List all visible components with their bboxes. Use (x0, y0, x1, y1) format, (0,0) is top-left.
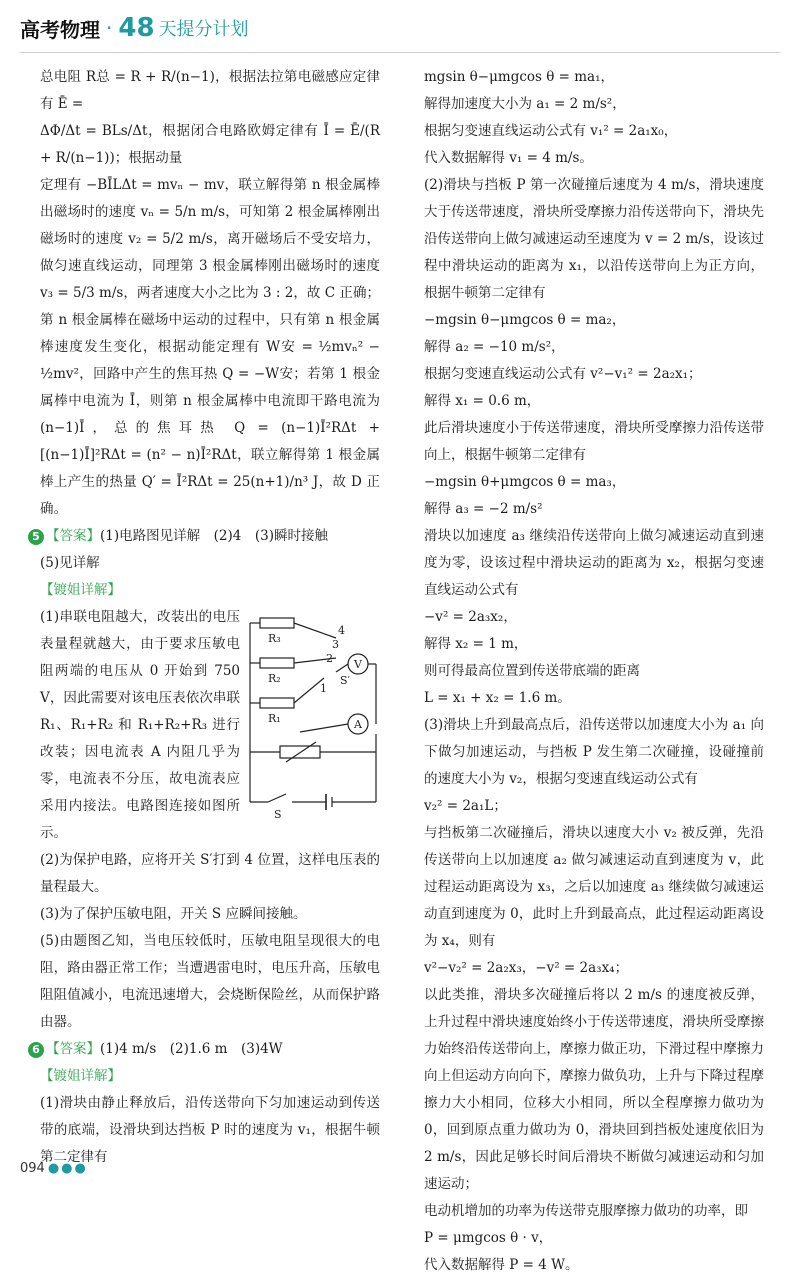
header-divider (20, 52, 780, 53)
q5-answer-label: 【答案】 (46, 528, 100, 544)
right-line-19: v₂² = 2a₁L； (424, 798, 507, 814)
right-line-21: v²−v₂² = 2a₂x₃，−v² = 2a₃x₄； (424, 960, 629, 976)
left-column (32, 64, 380, 1171)
page-header (20, 8, 249, 48)
terminal-3: 3 (332, 638, 339, 651)
header-number: 48 (118, 13, 155, 43)
resistor-r2-shape (260, 658, 294, 668)
right-line-7: 解得 a₂ = −10 m/s²， (424, 339, 565, 355)
right-line-18: (3)滑块上升到最高点后，沿传送带以加速度大小为 a₁ 向下做匀加速运动，与挡板 P 发生第二次碰撞，设碰撞前的速度大小为 v₂，根据匀变速直线运动公式有 (424, 717, 764, 787)
right-line-15: 解得 x₂ = 1 m， (424, 636, 528, 652)
right-line-8: 根据匀变速直线运动公式有 v²−v₁² = 2a₂x₁； (424, 366, 702, 382)
voltmeter-label: V (354, 658, 362, 671)
left-paragraph-2: ΔΦ/Δt = BLs/Δt，根据闭合电路欧姆定律有 Ī = Ē/(R + R/(n−1))；根据动量 (40, 123, 380, 166)
q5-detail-3: (3)为了保护压敏电阻，开关 S 应瞬间接触。 (40, 906, 307, 922)
right-line-12: 解得 a₃ = −2 m/s² (424, 501, 543, 517)
terminal-1: 1 (320, 682, 327, 695)
right-line-5: (2)滑块与挡板 P 第一次碰撞后速度为 4 m/s，滑块速度大于传送带速度，滑块所受摩擦力沿传送带向下，滑块先沿传送带向上做匀减速运动至速度为 v = 2 m/s，设该过程中滑块运动的距离为 x₁，以沿传送带向上为正方向，根据牛顿第二定律有 (424, 177, 764, 301)
q6-number-badge: 6 (28, 1042, 44, 1058)
terminal-2: 2 (326, 652, 333, 665)
resistor-r3-shape (260, 618, 294, 628)
q6-detail-label: 【镀姐详解】 (40, 1068, 121, 1084)
right-line-6: −mgsin θ−μmgcos θ = ma₂， (424, 312, 626, 328)
left-paragraph-1: 总电阻 R总 = R + R/(n−1)，根据法拉第电磁感应定律有 Ē = (40, 69, 380, 112)
right-line-20: 与挡板第二次碰撞后，滑块以速度大小 v₂ 被反弹，先沿传送带向上以加速度 a₂ 做匀减速运动直到速度为 v，此过程运动距离设为 x₃，之后以加速度 a₃ 继续做匀减速运动直到速度为 0，此时上升到最高点，此过程运动距离设为 x₄，则有 (424, 825, 764, 949)
q5-detail-5: (5)由题图乙知，当电压较低时，压敏电阻呈现很大的电阻，路由器正常工作；当遭遇雷电时，电压升高，压敏电阻阻值减小，电流迅速增大，会烧断保险丝，从而保护路由器。 (40, 933, 380, 1030)
q5-detail-1: (1)串联电阻越大，改装出的电压表量程就越大，由于要求压敏电阻两端的电压从 0 开始到 750 V，因此需要对该电压表依次串联 R₁、R₁+R₂ 和 R₁+R₂+R₃ 进行改装；因电流表 A 内阻几乎为零，电流表不分压，故电流表应采用内接法。电路图连接如图所示。 (40, 609, 240, 841)
switch-s: S (274, 808, 282, 821)
right-line-17: L = x₁ + x₂ = 1.6 m。 (424, 690, 571, 706)
footer-dots: ●●● (47, 1161, 88, 1176)
header-dot: · (106, 16, 113, 40)
header-subject: 高考物理 (20, 17, 100, 42)
q5-detail-2: (2)为保护电路，应将开关 S′打到 4 位置，这样电压表的量程最大。 (40, 852, 380, 895)
q5-number-badge: 5 (28, 529, 44, 545)
left-paragraph-3: 定理有 −BĪLΔt = mvₙ − mv，联立解得第 n 根金属棒出磁场时的速度 vₙ = 5/n m/s，可知第 2 根金属棒刚出磁场时的速度 v₂ = 5/2 m/s，离开磁场后不受安培力，做匀速直线运动，同理第 3 根金属棒刚出磁场时的速度 v₃ = 5/3 m/s，两者速度大小之比为 3 : 2，故 C 正确；第 n 根金属棒在磁场中运动的过程中，只有第 n 根金属棒速度发生变化，根据动能定理有 W安 = ½mvₙ² − ½mv²，回路中产生的焦耳热 Q = −W安；若第 1 根金属棒中电流为 Ī，则第 n 根金属棒中电流即干路电流为 (n−1)Ī，总的焦耳热 Q = (n−1)Ī²RΔt + [(n−1)Ī]²RΔt = (n² − n)Ī²RΔt，联立解得第 1 根金属棒上产生的热量 Q′ = Ī²RΔt = 25(n+1)/n³ J，故 D 正确。 (40, 177, 380, 517)
switch-s-prime: S′ (340, 674, 351, 687)
right-line-2: 解得加速度大小为 a₁ = 2 m/s²， (424, 96, 626, 112)
right-line-10: 此后滑块速度小于传送带速度，滑块所受摩擦力沿传送带向上，根据牛顿第二定律有 (424, 420, 764, 463)
right-line-9: 解得 x₁ = 0.6 m， (424, 393, 541, 409)
circuit-diagram (240, 612, 380, 822)
label-r1: R₁ (268, 712, 281, 725)
right-line-24: P = μmgcos θ · v， (424, 1230, 553, 1246)
terminal-4: 4 (338, 624, 345, 637)
q5-answer-line2: (5)见详解 (40, 555, 100, 571)
q6-answer (32, 1036, 380, 1063)
label-r3: R₃ (268, 632, 281, 645)
right-column (424, 64, 764, 1279)
right-line-11: −mgsin θ+μmgcos θ = ma₃， (424, 474, 626, 490)
q6-answer-text: (1)4 m/s (2)1.6 m (3)4W (100, 1041, 283, 1057)
page-number: 094 (20, 1161, 45, 1176)
page-footer (20, 1161, 88, 1176)
q6-detail-1: (1)滑块由静止释放后，沿传送带向下匀加速运动到传送带的底端，设滑块到达挡板 P 时的速度为 v₁，根据牛顿第二定律有 (40, 1095, 380, 1165)
right-line-14: −v² = 2a₃x₂， (424, 609, 517, 625)
resistor-r1-shape (260, 698, 294, 708)
right-line-4: 代入数据解得 v₁ = 4 m/s。 (424, 150, 593, 166)
q5-answer (32, 523, 380, 550)
q5-answer-text: (1)电路图见详解 (2)4 (3)瞬时接触 (100, 528, 328, 544)
ammeter-label: A (354, 718, 362, 731)
q5-detail-label: 【镀姐详解】 (40, 582, 121, 598)
right-line-22: 以此类推，滑块多次碰撞后将以 2 m/s 的速度被反弹，上升过程中滑块速度始终小于传送带速度，滑块所受摩擦力始终沿传送带向上，摩擦力做正功，下滑过程中摩擦力向上但运动方向向下，摩擦力做负功，上升与下降过程摩擦力大小相同，位移大小相同，所以全程摩擦力做功为 0，回到原点重力做功为 0，滑块回到挡板处速度依旧为 2 m/s，因此足够长时间后滑块不断做匀减速运动和匀加速运动； (424, 987, 764, 1192)
q6-answer-label: 【答案】 (46, 1041, 100, 1057)
right-line-3: 根据匀变速直线运动公式有 v₁² = 2a₁x₀， (424, 123, 678, 139)
q5-figure-wrap (40, 604, 380, 847)
right-line-13: 滑块以加速度 a₃ 继续沿传送带向上做匀减速运动直到速度为零，设该过程中滑块运动的距离为 x₂，根据匀变速直线运动公式有 (424, 528, 764, 598)
right-line-1: mgsin θ−μmgcos θ = ma₁， (424, 69, 615, 85)
label-r2: R₂ (268, 672, 281, 685)
right-line-25: 代入数据解得 P = 4 W。 (424, 1257, 579, 1273)
right-line-23: 电动机增加的功率为传送带克服摩擦力做功的功率，即 (424, 1203, 748, 1219)
header-plan: 天提分计划 (158, 19, 249, 40)
right-line-16: 则可得最高位置到传送带底端的距离 (424, 663, 640, 679)
